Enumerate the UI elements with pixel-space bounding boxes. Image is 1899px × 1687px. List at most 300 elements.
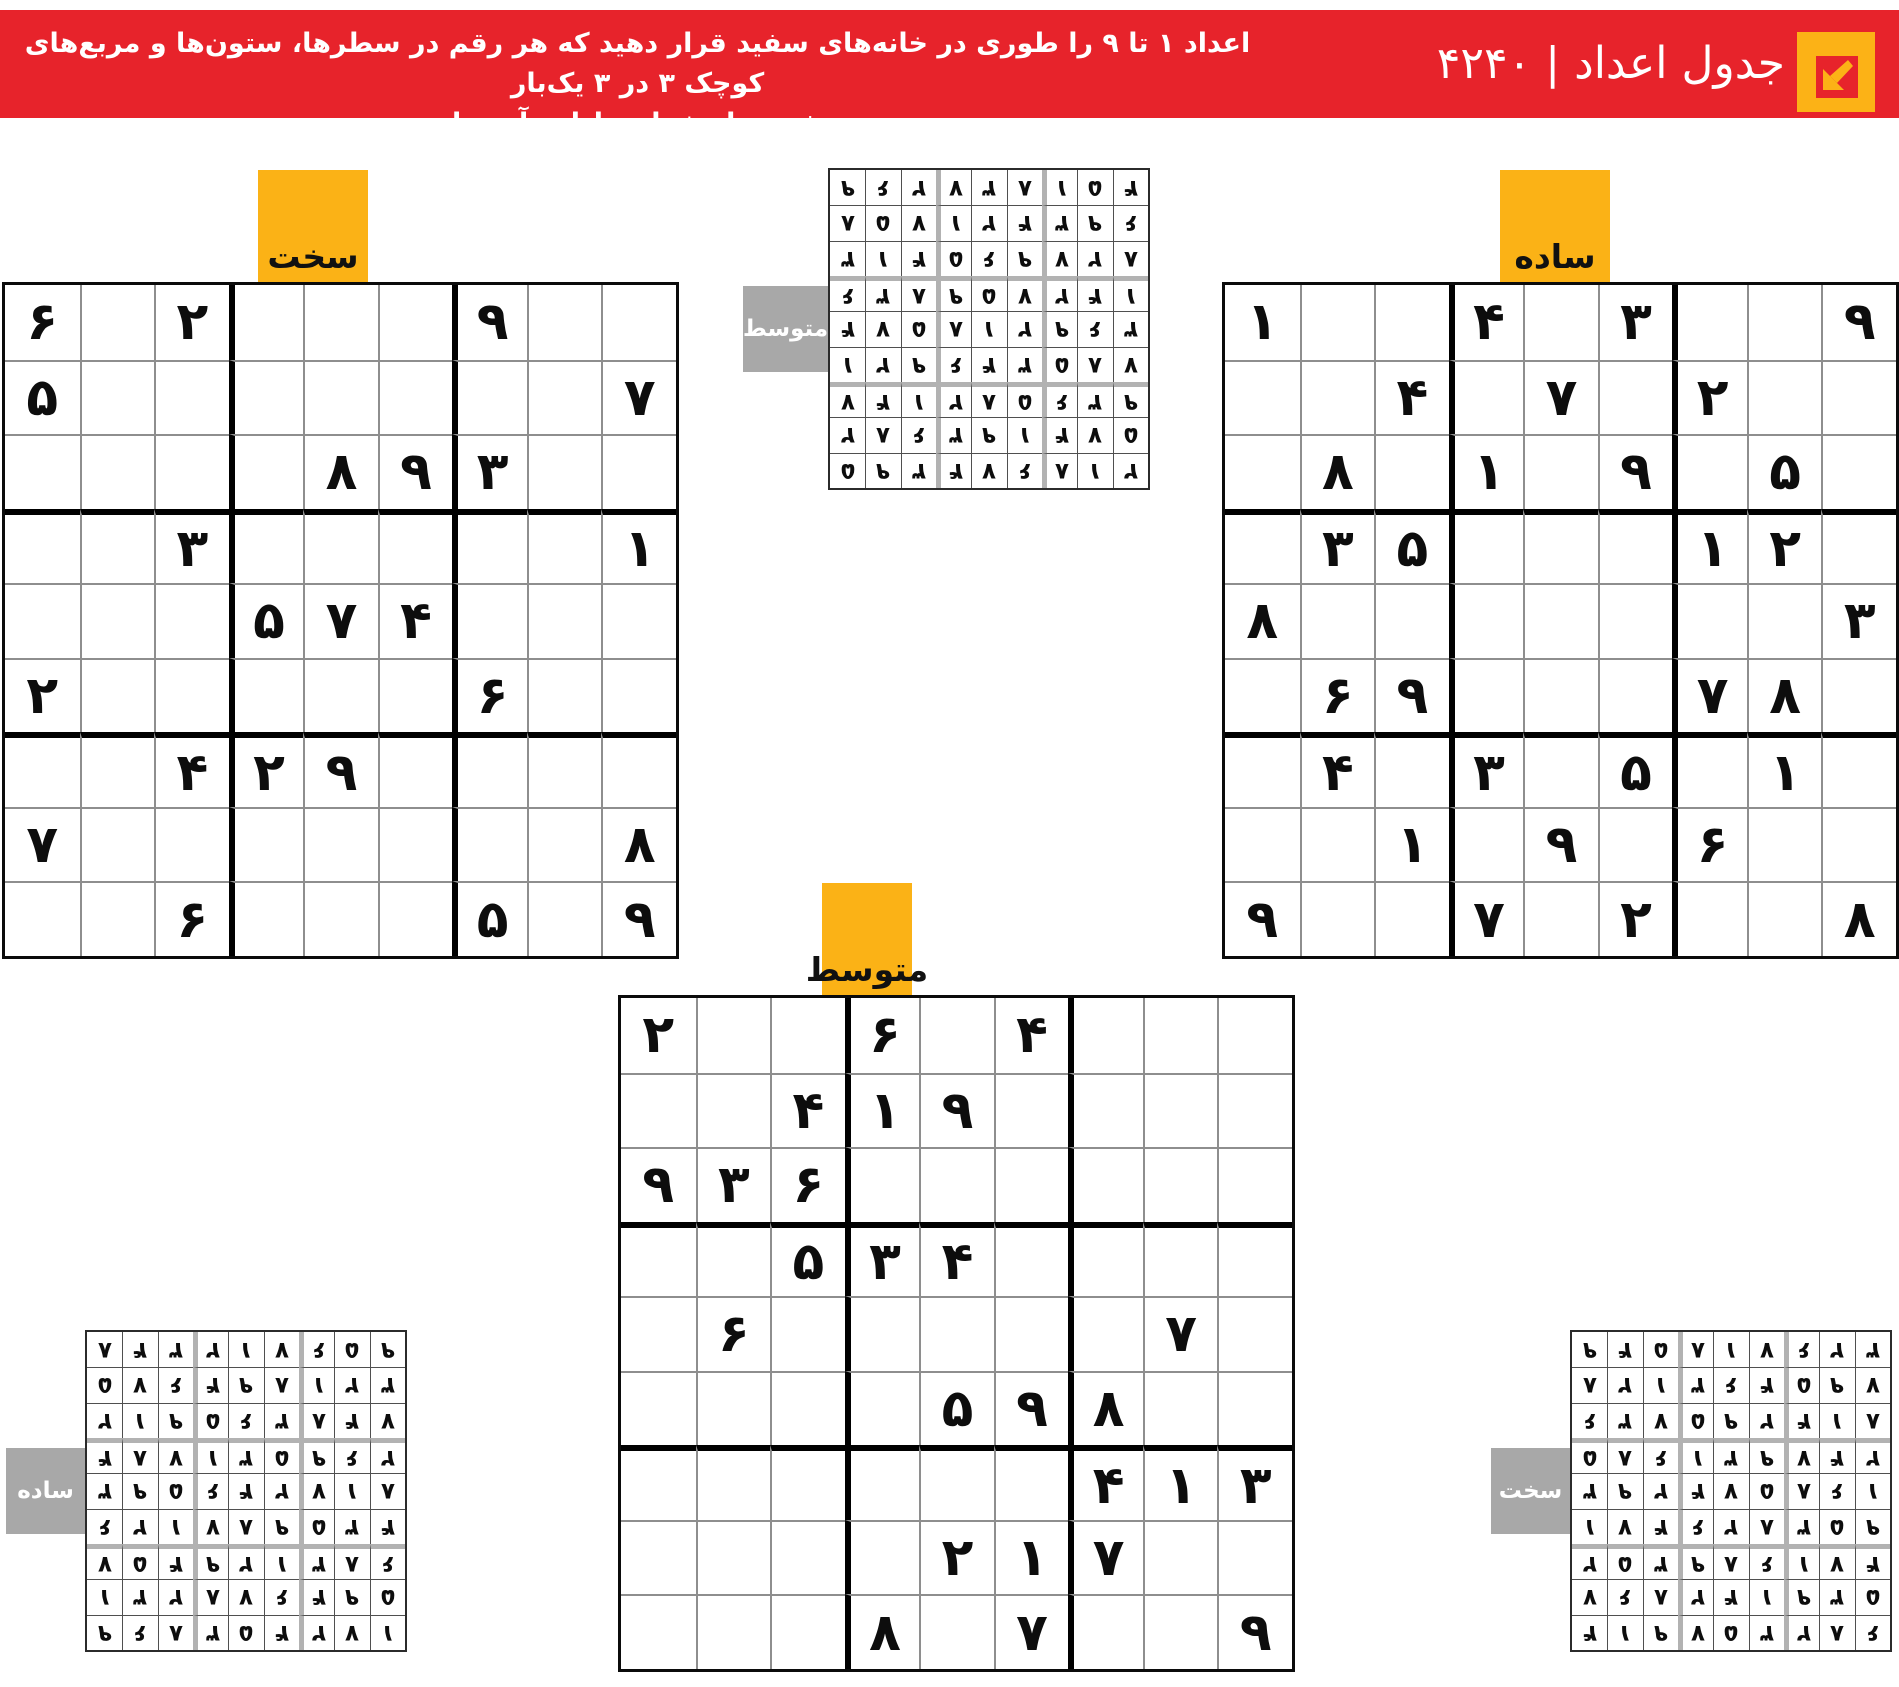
sudoku-empty-cell[interactable] [378, 881, 453, 956]
solution-cell [299, 1438, 334, 1473]
sudoku-empty-cell[interactable] [994, 1296, 1069, 1371]
cell-digit: ۸ [1724, 1551, 1739, 1578]
solution-cell [971, 170, 1006, 205]
sudoku-empty-cell[interactable] [1821, 658, 1896, 733]
sudoku-empty-cell[interactable] [1449, 807, 1524, 882]
sudoku-empty-cell[interactable] [696, 1073, 771, 1148]
sudoku-empty-cell[interactable] [1523, 434, 1598, 509]
sudoku-empty-cell[interactable] [1374, 583, 1449, 658]
sudoku-empty-cell[interactable] [1747, 360, 1822, 435]
solution-cell [370, 1473, 405, 1508]
sudoku-empty-cell[interactable] [1821, 360, 1896, 435]
cell-digit: ۳ [1473, 742, 1505, 803]
solution-cell [901, 241, 936, 276]
solution-cell [299, 1332, 334, 1367]
solution-cell [334, 1579, 369, 1614]
sudoku-empty-cell[interactable] [229, 881, 304, 956]
difficulty-tag-easy [1500, 170, 1610, 282]
sudoku-empty-cell[interactable] [1217, 1296, 1292, 1371]
cell-digit: ۳ [876, 283, 891, 310]
sudoku-empty-cell[interactable] [601, 434, 676, 509]
sudoku-given-cell [1449, 434, 1524, 509]
sudoku-empty-cell[interactable] [154, 583, 229, 658]
sudoku-empty-cell[interactable] [1217, 1520, 1292, 1595]
cell-digit: ۸ [982, 389, 997, 416]
cell-digit: ۹ [1582, 1336, 1597, 1363]
sudoku-empty-cell[interactable] [1068, 998, 1143, 1073]
solution-cell [158, 1367, 193, 1402]
solution-cell [122, 1332, 157, 1367]
sudoku-empty-cell[interactable] [154, 658, 229, 733]
cell-digit: ۸ [949, 316, 964, 343]
sudoku-empty-cell[interactable] [229, 360, 304, 435]
cell-digit: ۴ [1321, 742, 1354, 803]
sudoku-empty-cell[interactable] [1143, 1147, 1218, 1222]
sudoku-empty-cell[interactable] [1068, 1147, 1143, 1222]
sudoku-empty-cell[interactable] [154, 360, 229, 435]
cell-digit: ۷ [168, 1445, 183, 1472]
solution-cell [334, 1403, 369, 1438]
solution-cell [299, 1579, 334, 1614]
cell-digit: ۹ [206, 1551, 221, 1578]
sudoku-empty-cell[interactable] [527, 285, 602, 360]
sudoku-empty-cell[interactable] [1143, 1073, 1218, 1148]
sudoku-empty-cell[interactable] [5, 583, 80, 658]
sudoku-empty-cell[interactable] [601, 732, 676, 807]
solution-cell [936, 347, 971, 382]
sudoku-empty-cell[interactable] [1217, 1371, 1292, 1446]
sudoku-empty-cell[interactable] [845, 1445, 920, 1520]
sudoku-given-cell [1374, 807, 1449, 882]
solution-cell [228, 1473, 263, 1508]
cell-digit: ۷ [1165, 1304, 1198, 1365]
sudoku-empty-cell[interactable] [378, 509, 453, 584]
sudoku-empty-cell[interactable] [1672, 285, 1747, 360]
solution-cell [1607, 1438, 1642, 1473]
sudoku-empty-cell[interactable] [601, 583, 676, 658]
sudoku-empty-cell[interactable] [1143, 1520, 1218, 1595]
cell-digit: ۵ [876, 210, 891, 237]
sudoku-given-cell [621, 1147, 696, 1222]
solution-cell [1007, 453, 1042, 488]
sudoku-empty-cell[interactable] [845, 1520, 920, 1595]
sudoku-empty-cell[interactable] [1672, 732, 1747, 807]
sudoku-empty-cell[interactable] [1374, 732, 1449, 807]
sudoku-empty-cell[interactable] [1747, 807, 1822, 882]
sudoku-given-cell [994, 1520, 1069, 1595]
sudoku-empty-cell[interactable] [1300, 360, 1375, 435]
sudoku-empty-cell[interactable] [1523, 658, 1598, 733]
sudoku-empty-cell[interactable] [845, 1147, 920, 1222]
solution-cell [1007, 276, 1042, 311]
cell-digit: ۸ [1865, 1407, 1880, 1434]
cell-digit: ۲ [1830, 1336, 1845, 1363]
sudoku-empty-cell[interactable] [1449, 583, 1524, 658]
sudoku-empty-cell[interactable] [1523, 583, 1598, 658]
cell-digit: ۴ [380, 1513, 395, 1540]
sudoku-empty-cell[interactable] [994, 1445, 1069, 1520]
sudoku-given-cell [1672, 807, 1747, 882]
sudoku-empty-cell[interactable] [621, 1222, 696, 1297]
cell-digit: ۷ [1092, 1528, 1125, 1589]
sudoku-empty-cell[interactable] [452, 509, 527, 584]
sudoku-empty-cell[interactable] [452, 807, 527, 882]
cell-digit: ۱ [1055, 174, 1070, 201]
sudoku-empty-cell[interactable] [80, 881, 155, 956]
cell-digit: ۳ [239, 1445, 254, 1472]
solution-cell [193, 1332, 228, 1367]
solution-cell [1042, 417, 1077, 452]
sudoku-empty-cell[interactable] [80, 583, 155, 658]
sudoku-empty-cell[interactable] [1672, 583, 1747, 658]
sudoku-given-cell [452, 881, 527, 956]
sudoku-empty-cell[interactable] [621, 1296, 696, 1371]
sudoku-empty-cell[interactable] [378, 732, 453, 807]
cell-digit: ۶ [1582, 1407, 1597, 1434]
solution-cell [1572, 1367, 1607, 1402]
sudoku-empty-cell[interactable] [1217, 1222, 1292, 1297]
sudoku-empty-cell[interactable] [919, 1147, 994, 1222]
sudoku-empty-cell[interactable] [452, 583, 527, 658]
sudoku-empty-cell[interactable] [1225, 807, 1300, 882]
solution-cell [264, 1544, 299, 1579]
solution-cell [122, 1579, 157, 1614]
sudoku-empty-cell[interactable] [378, 807, 453, 882]
sudoku-given-cell [303, 583, 378, 658]
cell-digit: ۲ [1696, 367, 1729, 428]
cell-digit: ۹ [168, 1407, 183, 1434]
sudoku-empty-cell[interactable] [80, 285, 155, 360]
sudoku-empty-cell[interactable] [1598, 360, 1673, 435]
sudoku-empty-cell[interactable] [1143, 1371, 1218, 1446]
sudoku-empty-cell[interactable] [1217, 1147, 1292, 1222]
cell-digit: ۷ [206, 1513, 221, 1540]
sudoku-empty-cell[interactable] [1068, 1296, 1143, 1371]
cell-digit: ۵ [274, 1445, 289, 1472]
sudoku-empty-cell[interactable] [1225, 658, 1300, 733]
sudoku-empty-cell[interactable] [80, 360, 155, 435]
cell-digit: ۱ [1830, 1407, 1845, 1434]
cell-digit: ۹ [982, 422, 997, 449]
sudoku-empty-cell[interactable] [770, 1296, 845, 1371]
solution-cell [334, 1332, 369, 1367]
sudoku-empty-cell[interactable] [1143, 998, 1218, 1073]
cell-digit: ۳ [133, 1584, 148, 1611]
sudoku-empty-cell[interactable] [378, 285, 453, 360]
sudoku-empty-cell[interactable] [919, 1296, 994, 1371]
sudoku-empty-cell[interactable] [994, 1222, 1069, 1297]
cell-digit: ۳ [1123, 316, 1138, 343]
sudoku-empty-cell[interactable] [994, 1073, 1069, 1148]
cell-digit: ۶ [1696, 815, 1729, 876]
sudoku-empty-cell[interactable] [452, 360, 527, 435]
sudoku-empty-cell[interactable] [1747, 583, 1822, 658]
solution-cell [370, 1438, 405, 1473]
cell-digit: ۴ [274, 1619, 289, 1646]
sudoku-empty-cell[interactable] [1523, 732, 1598, 807]
solution-cell [87, 1367, 122, 1402]
sudoku-empty-cell[interactable] [1143, 1222, 1218, 1297]
solution-cell [370, 1615, 405, 1650]
sudoku-empty-cell[interactable] [527, 807, 602, 882]
solution-cell [1607, 1332, 1642, 1367]
sudoku-empty-cell[interactable] [80, 434, 155, 509]
sudoku-empty-cell[interactable] [1068, 1594, 1143, 1669]
solution-cell [1784, 1509, 1819, 1544]
sudoku-given-cell [1523, 360, 1598, 435]
cell-digit: ۹ [623, 889, 656, 950]
sudoku-empty-cell[interactable] [80, 509, 155, 584]
sudoku-empty-cell[interactable] [5, 881, 80, 956]
cell-digit: ۴ [176, 742, 209, 803]
sudoku-given-cell [1598, 285, 1673, 360]
solution-cell [830, 205, 865, 240]
sudoku-empty-cell[interactable] [527, 583, 602, 658]
solution-cell [830, 276, 865, 311]
solution-tag-easy-label: ساده [17, 1478, 74, 1504]
solution-cell [1678, 1509, 1713, 1544]
sudoku-empty-cell[interactable] [919, 1594, 994, 1669]
cell-digit: ۷ [274, 1336, 289, 1363]
solution-cell [901, 276, 936, 311]
sudoku-empty-cell[interactable] [1300, 807, 1375, 882]
sudoku-empty-cell[interactable] [303, 807, 378, 882]
sudoku-empty-cell[interactable] [601, 285, 676, 360]
cell-digit: ۹ [1797, 1584, 1812, 1611]
sudoku-empty-cell[interactable] [527, 732, 602, 807]
sudoku-empty-cell[interactable] [1598, 583, 1673, 658]
solution-cell [193, 1579, 228, 1614]
sudoku-empty-cell[interactable] [696, 1594, 771, 1669]
solution-cell [1572, 1509, 1607, 1544]
sudoku-empty-cell[interactable] [696, 998, 771, 1073]
sudoku-empty-cell[interactable] [1523, 285, 1598, 360]
sudoku-empty-cell[interactable] [1747, 881, 1822, 956]
sudoku-empty-cell[interactable] [845, 1296, 920, 1371]
sudoku-empty-cell[interactable] [1374, 434, 1449, 509]
cell-digit: ۵ [1088, 174, 1103, 201]
solution-cell [122, 1367, 157, 1402]
cell-digit: ۴ [239, 1478, 254, 1505]
sudoku-empty-cell[interactable] [1449, 360, 1524, 435]
sudoku-empty-cell[interactable] [621, 1371, 696, 1446]
instructions-line-1: اعداد ۱ تا ۹ را طوری در خانه‌های سفید قرار دهید که هر رقم در سطرها، ستون‌ها و مربع‌های کوچک ۳ در ۳ یک‌بار [24, 28, 1251, 99]
sudoku-empty-cell[interactable] [5, 732, 80, 807]
sudoku-empty-cell[interactable] [1598, 509, 1673, 584]
sudoku-empty-cell[interactable] [621, 1445, 696, 1520]
sudoku-empty-cell[interactable] [1672, 881, 1747, 956]
sudoku-empty-cell[interactable] [1449, 509, 1524, 584]
solution-cell [1113, 205, 1148, 240]
sudoku-empty-cell[interactable] [696, 1222, 771, 1297]
sudoku-empty-cell[interactable] [527, 509, 602, 584]
sudoku-empty-cell[interactable] [452, 732, 527, 807]
cell-digit: ۸ [1055, 457, 1070, 484]
sudoku-given-cell [919, 1222, 994, 1297]
sudoku-empty-cell[interactable] [1300, 583, 1375, 658]
sudoku-empty-cell[interactable] [1300, 285, 1375, 360]
cell-digit: ۸ [1321, 442, 1354, 503]
sudoku-given-cell [845, 1594, 920, 1669]
cell-digit: ۷ [1797, 1445, 1812, 1472]
sudoku-given-cell [1300, 434, 1375, 509]
sudoku-empty-cell[interactable] [1374, 285, 1449, 360]
solution-cell [1713, 1403, 1748, 1438]
cell-digit: ۱ [1017, 422, 1032, 449]
solution-cell [1713, 1473, 1748, 1508]
cell-digit: ۶ [1017, 457, 1032, 484]
sudoku-empty-cell[interactable] [770, 1520, 845, 1595]
sudoku-empty-cell[interactable] [1598, 658, 1673, 733]
sudoku-empty-cell[interactable] [1747, 285, 1822, 360]
sudoku-empty-cell[interactable] [621, 1073, 696, 1148]
cell-digit: ۶ [869, 1005, 901, 1066]
solution-cell [1713, 1615, 1748, 1650]
cell-digit: ۳ [911, 457, 926, 484]
sudoku-empty-cell[interactable] [696, 1520, 771, 1595]
cell-digit: ۸ [911, 283, 926, 310]
sudoku-given-cell [1143, 1296, 1218, 1371]
sudoku-empty-cell[interactable] [770, 998, 845, 1073]
sudoku-empty-cell[interactable] [303, 360, 378, 435]
sudoku-empty-cell[interactable] [770, 1594, 845, 1669]
sudoku-empty-cell[interactable] [1821, 434, 1896, 509]
solution-cell [334, 1438, 369, 1473]
sudoku-given-cell [696, 1147, 771, 1222]
sudoku-empty-cell[interactable] [229, 285, 304, 360]
cell-digit: ۷ [840, 389, 855, 416]
sudoku-empty-cell[interactable] [229, 509, 304, 584]
sudoku-empty-cell[interactable] [601, 658, 676, 733]
solution-cell [830, 311, 865, 346]
sudoku-empty-cell[interactable] [1821, 509, 1896, 584]
cell-digit: ۶ [206, 1478, 221, 1505]
sudoku-empty-cell[interactable] [229, 807, 304, 882]
solution-cell [334, 1544, 369, 1579]
sudoku-empty-cell[interactable] [303, 881, 378, 956]
sudoku-empty-cell[interactable] [303, 658, 378, 733]
sudoku-empty-cell[interactable] [1217, 1073, 1292, 1148]
sudoku-empty-cell[interactable] [5, 509, 80, 584]
sudoku-empty-cell[interactable] [696, 1371, 771, 1446]
solution-cell [1855, 1544, 1890, 1579]
sudoku-empty-cell[interactable] [378, 658, 453, 733]
sudoku-empty-cell[interactable] [1225, 509, 1300, 584]
cell-digit: ۴ [1759, 1372, 1774, 1399]
sudoku-empty-cell[interactable] [845, 1371, 920, 1446]
solution-cell [1713, 1438, 1748, 1473]
sudoku-empty-cell[interactable] [1225, 732, 1300, 807]
sudoku-empty-cell[interactable] [229, 434, 304, 509]
sudoku-empty-cell[interactable] [1523, 881, 1598, 956]
sudoku-empty-cell[interactable] [1523, 509, 1598, 584]
cell-digit: ۴ [168, 1551, 183, 1578]
solution-cell [334, 1367, 369, 1402]
sudoku-empty-cell[interactable] [1449, 658, 1524, 733]
solution-cell [1572, 1579, 1607, 1614]
sudoku-empty-cell[interactable] [303, 509, 378, 584]
solution-cell [1749, 1544, 1784, 1579]
solution-cell [1784, 1438, 1819, 1473]
cell-digit: ۶ [168, 1372, 183, 1399]
sudoku-empty-cell[interactable] [527, 881, 602, 956]
sudoku-empty-cell[interactable] [1225, 360, 1300, 435]
sudoku-empty-cell[interactable] [621, 1520, 696, 1595]
solution-cell [87, 1332, 122, 1367]
sudoku-empty-cell[interactable] [378, 360, 453, 435]
sudoku-empty-cell[interactable] [154, 434, 229, 509]
sudoku-given-cell [1747, 658, 1822, 733]
solution-cell [122, 1438, 157, 1473]
sudoku-empty-cell[interactable] [229, 658, 304, 733]
cell-digit: ۹ [400, 442, 432, 503]
sudoku-empty-cell[interactable] [1374, 881, 1449, 956]
solution-cell [299, 1615, 334, 1650]
sudoku-empty-cell[interactable] [154, 807, 229, 882]
sudoku-empty-cell[interactable] [621, 1594, 696, 1669]
sudoku-empty-cell[interactable] [696, 1445, 771, 1520]
sudoku-empty-cell[interactable] [80, 732, 155, 807]
sudoku-empty-cell[interactable] [1225, 434, 1300, 509]
sudoku-empty-cell[interactable] [919, 998, 994, 1073]
sudoku-given-cell [1747, 732, 1822, 807]
sudoku-empty-cell[interactable] [1598, 807, 1673, 882]
sudoku-empty-cell[interactable] [80, 658, 155, 733]
difficulty-tag-easy-label: ساده [1514, 237, 1596, 276]
sudoku-empty-cell[interactable] [1672, 434, 1747, 509]
sudoku-empty-cell[interactable] [1821, 732, 1896, 807]
cell-digit: ۳ [717, 1155, 750, 1216]
solution-cell [122, 1473, 157, 1508]
sudoku-empty-cell[interactable] [1300, 881, 1375, 956]
cell-digit: ۹ [274, 1513, 289, 1540]
sudoku-empty-cell[interactable] [527, 658, 602, 733]
sudoku-empty-cell[interactable] [80, 807, 155, 882]
sudoku-empty-cell[interactable] [994, 1147, 1069, 1222]
sudoku-empty-cell[interactable] [527, 434, 602, 509]
sudoku-empty-cell[interactable] [1217, 998, 1292, 1073]
cell-digit: ۹ [941, 1080, 974, 1141]
sudoku-given-cell [1821, 881, 1896, 956]
cell-digit: ۸ [623, 815, 656, 876]
sudoku-empty-cell[interactable] [770, 1371, 845, 1446]
cell-digit: ۹ [840, 174, 855, 201]
cell-digit: ۴ [400, 591, 432, 652]
sudoku-empty-cell[interactable] [1821, 807, 1896, 882]
solution-cell [865, 382, 900, 417]
cell-digit: ۵ [476, 889, 509, 950]
sudoku-empty-cell[interactable] [1143, 1594, 1218, 1669]
cell-digit: ۸ [1830, 1619, 1845, 1646]
sudoku-empty-cell[interactable] [303, 285, 378, 360]
sudoku-empty-cell[interactable] [1068, 1222, 1143, 1297]
solution-cell [865, 276, 900, 311]
cell-digit: ۲ [176, 292, 209, 353]
sudoku-empty-cell[interactable] [919, 1445, 994, 1520]
cell-digit: ۱ [1016, 1528, 1048, 1589]
sudoku-empty-cell[interactable] [527, 360, 602, 435]
solution-cell [1042, 453, 1077, 488]
cell-digit: ۳ [1724, 1445, 1739, 1472]
cell-digit: ۷ [1618, 1513, 1633, 1540]
cell-digit: ۹ [476, 292, 509, 353]
solution-cell [1819, 1403, 1854, 1438]
sudoku-empty-cell[interactable] [5, 434, 80, 509]
sudoku-empty-cell[interactable] [770, 1445, 845, 1520]
cell-digit: ۱ [1473, 442, 1505, 503]
cell-digit: ۹ [1724, 1407, 1739, 1434]
sudoku-empty-cell[interactable] [1068, 1073, 1143, 1148]
